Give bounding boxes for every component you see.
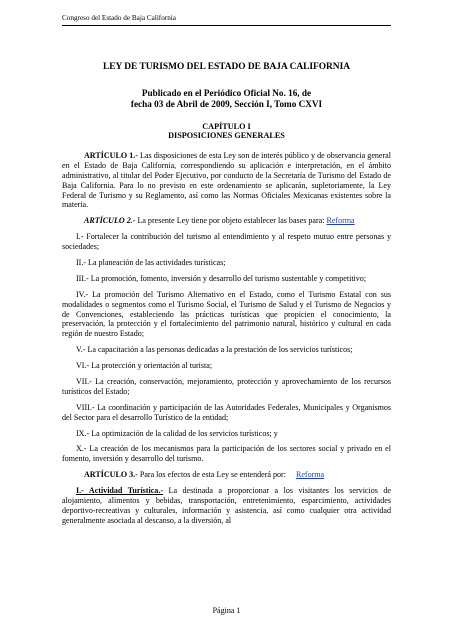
article-2-item: III.- La promoción, fomento, inversión y desarrollo del turismo sustentable y competitivo; [76,273,367,283]
article-2-reform-link[interactable]: Reforma [326,216,355,226]
article-2-item: VII.- La creación, conservación, mejoramiento, protección y aprovechamiento de los recursos turísticos del Estado; [62,377,391,396]
article-2-label: ARTÍCULO 2.- [84,216,136,226]
article-3 [62,470,391,480]
article-3-label: ARTÍCULO 3.- [84,470,138,480]
article-3-text: Para los efectos de esta Ley se entenderá por: [139,470,286,480]
running-header: Congreso del Estado de Baja California [62,14,391,26]
article-3-reform-link[interactable]: Reforma [295,470,325,480]
article-2-item: V.- La capacitación a las personas dedicadas a la prestación de los servicios turísticos; [76,345,353,355]
article-2-item: IV.- La promoción del Turismo Alternativo en el Estado, como el Turismo Estatal con sus modalidades o segmentos como el Turismo Social, el Turismo de Salud y el Turismo de Negocios y de Convenciones, estableciendo las prácticas turísticas que propicien el conocimiento, la preservación, la protección y el fortalecimiento del patrimonio natural, histórico y cultural en cada región de nuestro Estado; [62,289,391,339]
chapter-name: DISPOSICIONES GENERALES [168,131,285,141]
article-2-item: X.- La creación de los mecanismos para la participación de los sectores social y privado en el fomento, inversión y desarrollo del turismo. [62,444,391,464]
article-2-item: IX.- La optimización de la calidad de los servicios turísticos; y [76,428,278,438]
page-number: Página 1 [212,606,241,615]
chapter-heading [62,122,391,141]
article-3-item-1-text: La destinada a proporcionar a los visitantes los servicios de alojamiento, alimentos y bebidas, transportación, entretenimiento, esparcimiento, actividades deportivo-recreativas y culturales, información y asistencia, así como cualquier otra actividad generalmente asociada al descanso, a la diversión, al [62,486,391,525]
article-2-item: I.- Fortalecer la contribución del turismo al entendimiento y al respeto mutuo entre personas y sociedades; [62,232,391,252]
article-3-item-1 [62,486,391,526]
article-1 [62,151,391,210]
chapter-number: CAPÍTULO I [202,121,251,131]
article-1-label: ARTÍCULO 1.- [84,150,138,160]
article-1-text: Las disposiciones de esta Ley son de interés público y de observancia general en el Estado de Baja California, correspondiendo su aplicación e interpretación, en el ámbito administrativo, al titular del Poder Ejecutivo, por conducto de la Secretaría de Turismo del Estado de Baja California. Para lo no previsto en este ordenamiento se aplicarán, supletoriamente, la Ley Federal de Turismo y su Reglamento, así como las Normas Oficiales Mexicanas existentes sobre la materia. [62,150,391,210]
article-3-item-1-label: I.- Actividad Turística.- [76,486,164,496]
publication-line-2: fecha 03 de Abril de 2009, Sección I, Tomo CXVI [130,98,323,109]
publication-line-1: Publicado en el Periódico Oficial No. 16, de [141,87,312,98]
publication-info [62,88,391,110]
article-2-item: II.- La planeación de las actividades turísticas; [76,257,226,267]
article-2-item: VI.- La protección y orientación al turista; [76,361,213,371]
article-2-text: La presente Ley tiene por objeto establecer las bases para: [137,216,325,226]
article-2 [62,216,391,226]
article-2-item: VIII.- La coordinación y participación de las Autoridades Federales, Municipales y Organismos del Sector para el desarrollo Turístico de la entidad; [62,402,391,422]
law-title: LEY DE TURISMO DEL ESTADO DE BAJA CALIFORNIA [102,62,350,72]
document-body [62,62,391,532]
